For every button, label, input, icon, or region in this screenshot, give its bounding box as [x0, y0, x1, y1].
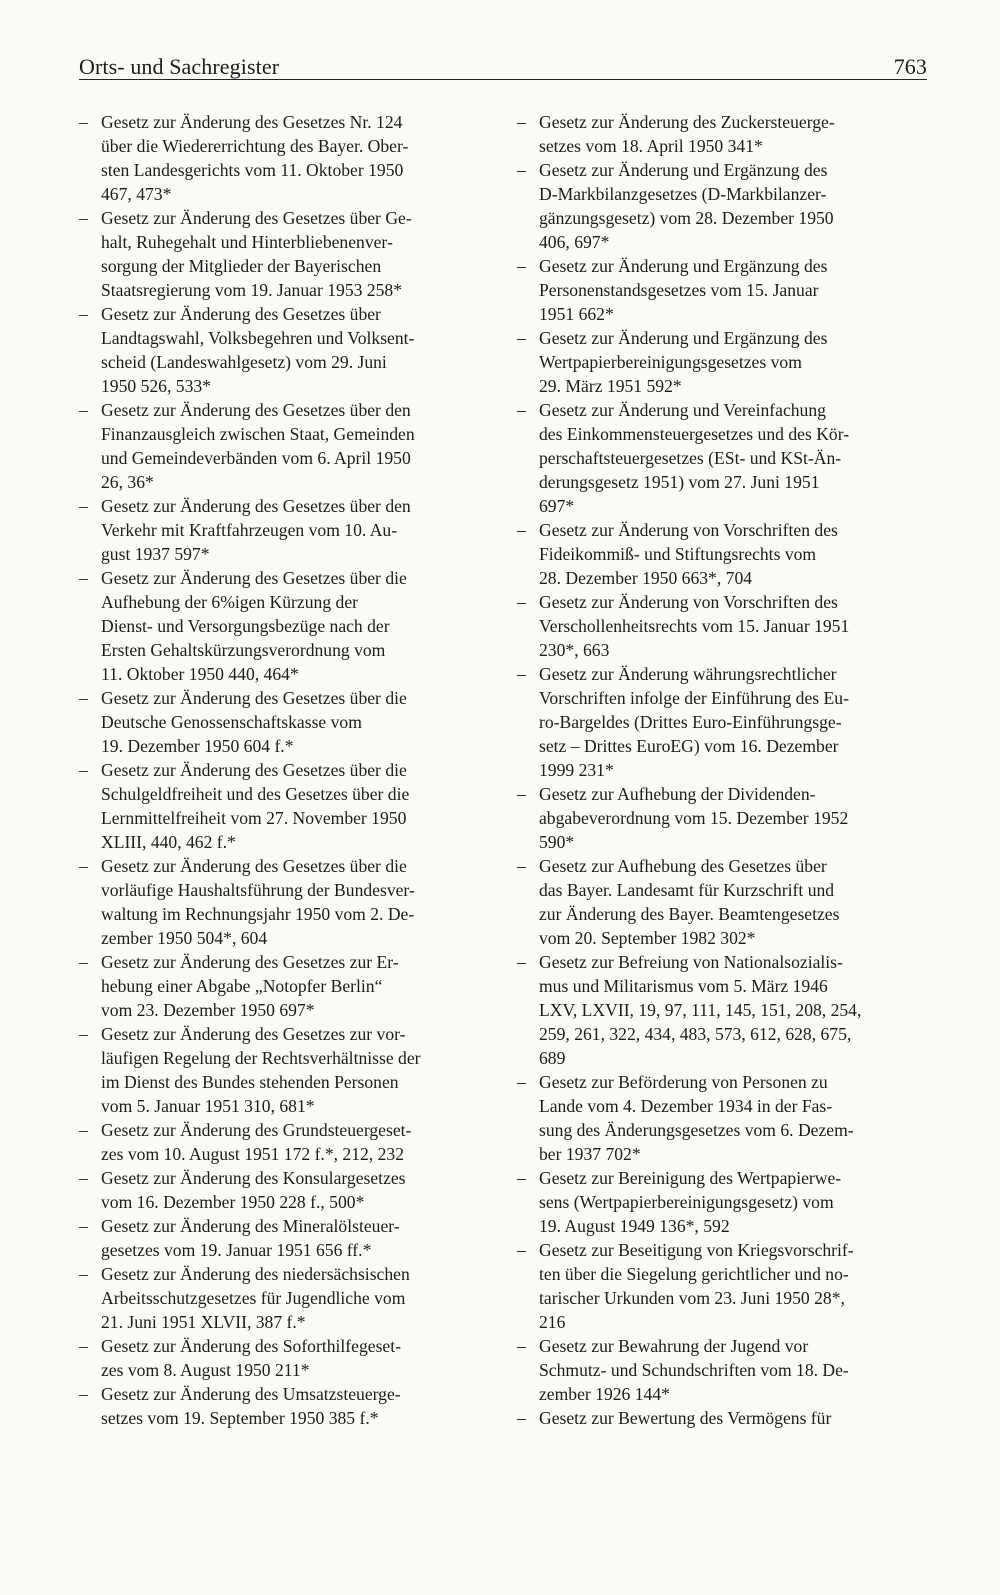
entry-line: Gesetz zur Änderung des niedersächsischen	[101, 1264, 410, 1284]
entry-line: setzes vom 19. September 1950 385 f.*	[101, 1408, 379, 1428]
index-entry	[517, 1334, 917, 1406]
entry-dash: –	[517, 256, 526, 276]
entry-line: scheid (Landeswahlgesetz) vom 29. Juni	[101, 352, 387, 372]
entry-dash: –	[517, 400, 526, 420]
entry-dash: –	[79, 1120, 88, 1140]
index-entry	[79, 494, 479, 566]
entry-line: 29. März 1951 592*	[539, 376, 682, 396]
entry-dash: –	[517, 1240, 526, 1260]
entry-line: ro-Bargeldes (Drittes Euro-Einführungsge-	[539, 712, 842, 732]
entry-line: 1950 526, 533*	[101, 376, 211, 396]
entry-dash: –	[517, 112, 526, 132]
entry-line: Lande vom 4. Dezember 1934 in der Fas-	[539, 1096, 833, 1116]
entry-line: vom 16. Dezember 1950 228 f., 500*	[101, 1192, 365, 1212]
entry-line: Finanzausgleich zwischen Staat, Gemeinden	[101, 424, 415, 444]
entry-dash: –	[79, 856, 88, 876]
entry-dash: –	[79, 304, 88, 324]
index-entry	[517, 1238, 917, 1334]
entry-line: Gesetz zur Bewertung des Vermögens für	[539, 1408, 832, 1428]
entry-line: Landtagswahl, Volksbegehren und Volksent-	[101, 328, 415, 348]
entry-dash: –	[517, 328, 526, 348]
entry-line: Gesetz zur Änderung währungsrechtlicher	[539, 664, 837, 684]
index-entry	[517, 662, 917, 782]
entry-line: Vorschriften infolge der Einführung des Eu-	[539, 688, 849, 708]
index-entry	[79, 1022, 479, 1118]
entry-dash: –	[517, 160, 526, 180]
entry-line: Gesetz zur Änderung des Gesetzes über die	[101, 856, 407, 876]
index-entry	[79, 566, 479, 686]
entry-line: hebung einer Abgabe „Notopfer Berlin“	[101, 976, 383, 996]
entry-line: zember 1926 144*	[539, 1384, 670, 1404]
entry-line: des Einkommensteuergesetzes und des Kör-	[539, 424, 850, 444]
index-entry	[517, 254, 917, 326]
right-column	[517, 110, 917, 1430]
index-entry	[517, 854, 917, 950]
entry-dash: –	[79, 1168, 88, 1188]
entry-dash: –	[517, 664, 526, 684]
index-entry	[79, 854, 479, 950]
entry-line: Gesetz zur Beförderung von Personen zu	[539, 1072, 828, 1092]
entry-dash: –	[79, 1384, 88, 1404]
entry-line: Verschollenheitsrechts vom 15. Januar 1951	[539, 616, 850, 636]
entry-line: Deutsche Genossenschaftskasse vom	[101, 712, 362, 732]
entry-dash: –	[79, 952, 88, 972]
entry-line: vom 20. September 1982 302*	[539, 928, 756, 948]
entry-line: 1999 231*	[539, 760, 614, 780]
entry-line: Gesetz zur Befreiung von Nationalsozialis-	[539, 952, 843, 972]
index-entry	[517, 1166, 917, 1238]
entry-line: zember 1950 504*, 604	[101, 928, 268, 948]
entry-line: Wertpapierbereinigungsgesetzes vom	[539, 352, 802, 372]
entry-line: zur Änderung des Bayer. Beamtengesetzes	[539, 904, 840, 924]
entry-line: ten über die Siegelung gerichtlicher und no-	[539, 1264, 849, 1284]
entry-line: und Gemeindeverbänden vom 6. April 1950	[101, 448, 411, 468]
entry-line: 26, 36*	[101, 472, 154, 492]
entry-line: LXV, LXVII, 19, 97, 111, 145, 151, 208, 254,	[539, 1000, 862, 1020]
entry-line: 19. Dezember 1950 604 f.*	[101, 736, 294, 756]
entry-line: setzes vom 18. April 1950 341*	[539, 136, 763, 156]
entry-line: 406, 697*	[539, 232, 610, 252]
entry-line: 28. Dezember 1950 663*, 704	[539, 568, 753, 588]
entry-dash: –	[79, 1216, 88, 1236]
entry-line: D-Markbilanzgesetzes (D-Markbilanzer-	[539, 184, 827, 204]
index-entry	[79, 1166, 479, 1214]
entry-dash: –	[79, 496, 88, 516]
running-title: Orts- und Sachregister	[79, 54, 280, 79]
entry-dash: –	[517, 952, 526, 972]
entry-line: sorgung der Mitglieder der Bayerischen	[101, 256, 382, 276]
entry-line: Gesetz zur Aufhebung der Dividenden-	[539, 784, 816, 804]
index-entry	[517, 590, 917, 662]
entry-line: Ersten Gehaltskürzungsverordnung vom	[101, 640, 386, 660]
entry-dash: –	[79, 688, 88, 708]
entry-line: Gesetz zur Änderung des Gesetzes über die	[101, 568, 407, 588]
index-entry	[517, 158, 917, 254]
entry-line: Gesetz zur Änderung und Ergänzung des	[539, 160, 828, 180]
entry-dash: –	[79, 112, 88, 132]
entry-line: halt, Ruhegehalt und Hinterbliebenenver-	[101, 232, 393, 252]
entry-line: tarischer Urkunden vom 23. Juni 1950 28*,	[539, 1288, 845, 1308]
index-entry	[517, 782, 917, 854]
entry-dash: –	[517, 520, 526, 540]
entry-dash: –	[517, 784, 526, 804]
entry-dash: –	[79, 400, 88, 420]
index-entry	[79, 758, 479, 854]
index-entry	[79, 398, 479, 494]
entry-line: Gesetz zur Änderung von Vorschriften des	[539, 520, 838, 540]
entry-line: ber 1937 702*	[539, 1144, 641, 1164]
entry-line: waltung im Rechnungsjahr 1950 vom 2. De-	[101, 904, 415, 924]
entry-line: vom 5. Januar 1951 310, 681*	[101, 1096, 315, 1116]
entry-line: im Dienst des Bundes stehenden Personen	[101, 1072, 399, 1092]
index-entry	[79, 1382, 479, 1430]
entry-line: 1951 662*	[539, 304, 614, 324]
entry-line: Fideikommiß- und Stiftungsrechts vom	[539, 544, 817, 564]
page-header	[79, 42, 927, 80]
entry-line: Gesetz zur Änderung des Gesetzes Nr. 124	[101, 112, 403, 132]
entry-line: Lernmittelfreiheit vom 27. November 1950	[101, 808, 407, 828]
entry-line: Gesetz zur Beseitigung von Kriegsvorschrif-	[539, 1240, 854, 1260]
entry-line: vom 23. Dezember 1950 697*	[101, 1000, 315, 1020]
index-entry	[517, 950, 917, 1070]
entry-line: Gesetz zur Änderung des Grundsteuergeset-	[101, 1120, 412, 1140]
entry-line: Personenstandsgesetzes vom 15. Januar	[539, 280, 819, 300]
entry-line: Staatsregierung vom 19. Januar 1953 258*	[101, 280, 402, 300]
index-entry	[79, 1262, 479, 1334]
entry-line: zes vom 8. August 1950 211*	[101, 1360, 310, 1380]
index-entry	[517, 110, 917, 158]
index-entry	[517, 1406, 917, 1430]
entry-line: 216	[539, 1312, 566, 1332]
entry-line: zes vom 10. August 1951 172 f.*, 212, 232	[101, 1144, 404, 1164]
entry-line: Gesetz zur Änderung und Ergänzung des	[539, 328, 828, 348]
entry-line: Verkehr mit Kraftfahrzeugen vom 10. Au-	[101, 520, 398, 540]
index-entry	[79, 302, 479, 398]
entry-line: Gesetz zur Änderung des Gesetzes über	[101, 304, 381, 324]
entry-line: Schmutz- und Schundschriften vom 18. De-	[539, 1360, 849, 1380]
entry-dash: –	[79, 568, 88, 588]
entry-line: Gesetz zur Änderung und Vereinfachung	[539, 400, 826, 420]
entry-line: XLIII, 440, 462 f.*	[101, 832, 236, 852]
entry-line: läufigen Regelung der Rechtsverhältnisse der	[101, 1048, 421, 1068]
index-entry	[79, 686, 479, 758]
entry-line: Gesetz zur Änderung des Zuckersteuerge-	[539, 112, 835, 132]
entry-line: Gesetz zur Änderung des Gesetzes zur vor-	[101, 1024, 406, 1044]
entry-dash: –	[517, 856, 526, 876]
entry-dash: –	[517, 1336, 526, 1356]
entry-line: das Bayer. Landesamt für Kurzschrift und	[539, 880, 835, 900]
entry-line: Gesetz zur Änderung des Soforthilfegeset-	[101, 1336, 401, 1356]
entry-line: Gesetz zur Änderung des Mineralölsteuer-	[101, 1216, 400, 1236]
entry-line: über die Wiedererrichtung des Bayer. Ober-	[101, 136, 409, 156]
index-entry	[79, 950, 479, 1022]
entry-line: Gesetz zur Änderung des Konsulargesetzes	[101, 1168, 406, 1188]
index-entry	[79, 206, 479, 302]
entry-line: vorläufige Haushaltsführung der Bundesver-	[101, 880, 415, 900]
index-entry	[517, 518, 917, 590]
index-entry	[79, 1334, 479, 1382]
entry-dash: –	[517, 592, 526, 612]
header-rule	[79, 79, 927, 80]
entry-line: 689	[539, 1048, 566, 1068]
entry-line: Schulgeldfreiheit und des Gesetzes über die	[101, 784, 410, 804]
entry-dash: –	[79, 208, 88, 228]
entry-line: Arbeitsschutzgesetzes für Jugendliche vom	[101, 1288, 406, 1308]
entry-line: Gesetz zur Aufhebung des Gesetzes über	[539, 856, 827, 876]
entry-line: 230*, 663	[539, 640, 610, 660]
entry-dash: –	[517, 1408, 526, 1428]
entry-line: 467, 473*	[101, 184, 172, 204]
entry-line: Aufhebung der 6%igen Kürzung der	[101, 592, 358, 612]
entry-line: Gesetz zur Änderung und Ergänzung des	[539, 256, 828, 276]
index-entry	[517, 1070, 917, 1166]
entry-dash: –	[517, 1072, 526, 1092]
entry-line: derungsgesetz 1951) vom 27. Juni 1951	[539, 472, 820, 492]
entry-line: 11. Oktober 1950 440, 464*	[101, 664, 299, 684]
entry-dash: –	[79, 760, 88, 780]
entry-line: setz – Drittes EuroEG) vom 16. Dezember	[539, 736, 839, 756]
entry-line: sung des Änderungsgesetzes vom 6. Dezem-	[539, 1120, 854, 1140]
entry-line: 697*	[539, 496, 575, 516]
index-entry	[79, 110, 479, 206]
entry-line: Gesetz zur Änderung des Gesetzes über den	[101, 400, 411, 420]
entry-dash: –	[517, 1168, 526, 1188]
entry-line: Dienst- und Versorgungsbezüge nach der	[101, 616, 390, 636]
index-entry	[517, 326, 917, 398]
entry-line: mus und Militarismus vom 5. März 1946	[539, 976, 828, 996]
entry-dash: –	[79, 1024, 88, 1044]
entry-line: Gesetz zur Bewahrung der Jugend vor	[539, 1336, 809, 1356]
left-column	[79, 110, 479, 1430]
entry-line: perschaftsteuergesetzes (ESt- und KSt-Än-	[539, 448, 842, 468]
entry-line: Gesetz zur Änderung des Gesetzes über Ge-	[101, 208, 412, 228]
entry-line: Gesetz zur Änderung von Vorschriften des	[539, 592, 838, 612]
entry-line: 259, 261, 322, 434, 483, 573, 612, 628, 675,	[539, 1024, 852, 1044]
entry-line: abgabeverordnung vom 15. Dezember 1952	[539, 808, 849, 828]
entry-dash: –	[79, 1336, 88, 1356]
entry-line: gesetzes vom 19. Januar 1951 656 ff.*	[101, 1240, 372, 1260]
entry-line: 19. August 1949 136*, 592	[539, 1216, 730, 1236]
entry-line: Gesetz zur Änderung des Gesetzes über die	[101, 760, 407, 780]
entry-line: sten Landesgerichts vom 11. Oktober 1950	[101, 160, 404, 180]
entry-line: gust 1937 597*	[101, 544, 210, 564]
entry-line: sens (Wertpapierbereinigungsgesetz) vom	[539, 1192, 834, 1212]
entry-line: 21. Juni 1951 XLVII, 387 f.*	[101, 1312, 306, 1332]
entry-line: Gesetz zur Änderung des Umsatzsteuerge-	[101, 1384, 401, 1404]
index-entry	[79, 1214, 479, 1262]
index-entry	[517, 398, 917, 518]
entry-line: gänzungsgesetz) vom 28. Dezember 1950	[539, 208, 834, 228]
page-number: 763	[893, 54, 927, 79]
entry-line: Gesetz zur Bereinigung des Wertpapierwe-	[539, 1168, 842, 1188]
entry-line: Gesetz zur Änderung des Gesetzes über den	[101, 496, 411, 516]
entry-line: Gesetz zur Änderung des Gesetzes über die	[101, 688, 407, 708]
index-entry	[79, 1118, 479, 1166]
entry-line: 590*	[539, 832, 575, 852]
entry-line: Gesetz zur Änderung des Gesetzes zur Er-	[101, 952, 399, 972]
entry-dash: –	[79, 1264, 88, 1284]
